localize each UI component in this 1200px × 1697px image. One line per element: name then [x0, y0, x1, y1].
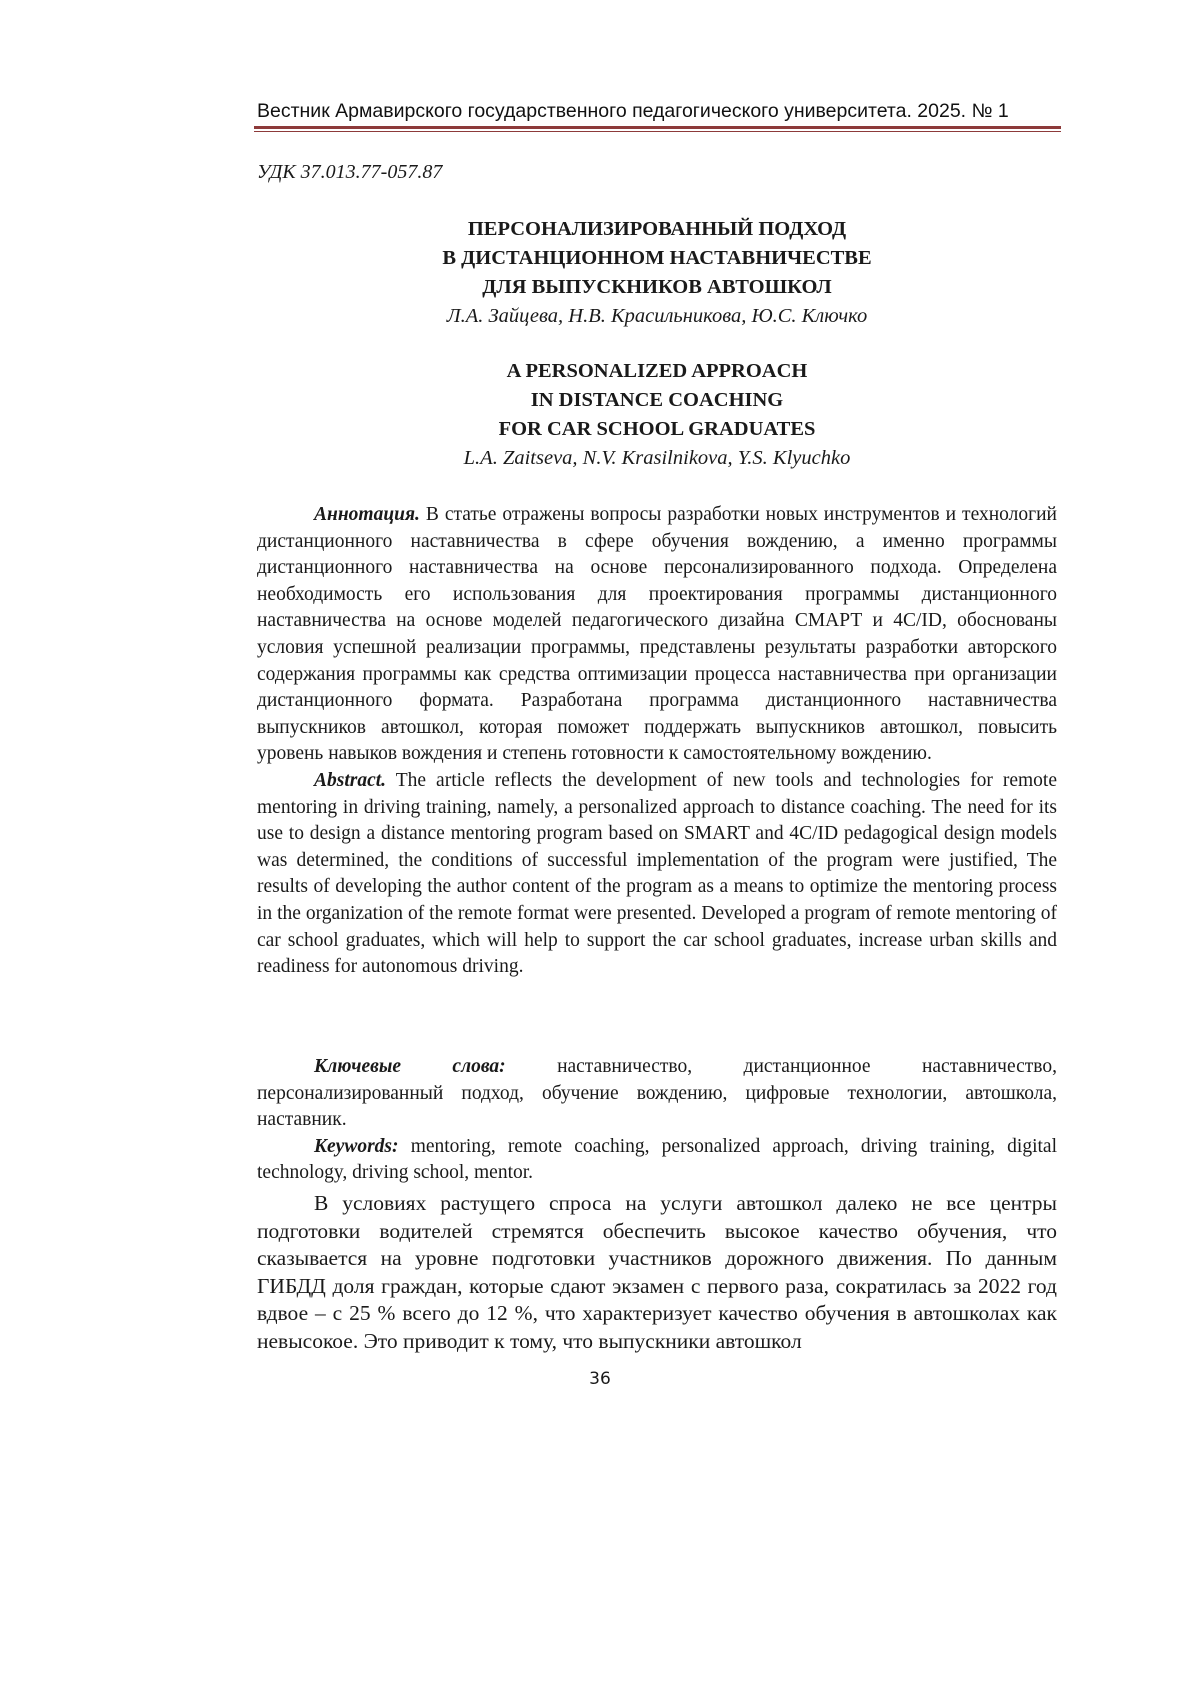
- page-number: 36: [0, 1369, 1200, 1389]
- header-rule-thin: [254, 131, 1061, 132]
- abstract-label: Abstract.: [314, 770, 386, 791]
- title-en-line: A PERSONALIZED APPROACH: [257, 357, 1057, 386]
- main-text-section: [257, 1190, 1057, 1355]
- annotation-paragraph: [257, 502, 1057, 768]
- title-ru-line: ДЛЯ ВЫПУСКНИКОВ АВТОШКОЛ: [257, 273, 1057, 302]
- main-paragraph: В условиях растущего спроса на услуги автошкол далеко не все центры подготовки водителей стремятся обеспечить высокое качество обучения, что сказывается на уровне подготовки участников дорожного движения. По данным ГИБДД доля граждан, которые сдают экзамен с первого раза, сократилась за 2022 год вдвое – с 25 % всего до 12 %, что характеризует качество обучения в автошколах как невысокое. Это приводит к тому, что выпускники автошкол: [257, 1190, 1057, 1355]
- keywords-ru-text: наставничество, дистанционное наставничество, персонализированный подход, обучение вождению, цифровые технологии, автошкола, наставник.: [257, 1056, 1057, 1130]
- header-rule-thick: [254, 126, 1061, 129]
- annotation-text: В статье отражены вопросы разработки новых инструментов и технологий дистанционного наставничества в сфере обучения вождению, а именно программы дистанционного наставничества на основе персонализированного подхода. Определена необходимость его использования для проектирования программы дистанционного наставничества на основе моделей педагогического дизайна СМАРТ и 4C/ID, обоснованы условия успешной реализации программы, представлены результаты разработки авторского содержания программы как средства оптимизации процесса наставничества при организации дистанционного формата. Разработана программа дистанционного наставничества выпускников автошкол, которая поможет поддержать выпускников автошкол, повысить уровень навыков вождения и степень готовности к самостоятельному вождению.: [257, 504, 1057, 764]
- title-en-line: FOR CAR SCHOOL GRADUATES: [257, 415, 1057, 444]
- keywords-en-paragraph: [257, 1134, 1057, 1187]
- title-en-line: IN DISTANCE COACHING: [257, 386, 1057, 415]
- keywords-ru-paragraph: [257, 1054, 1057, 1134]
- abstract-text: The article reflects the development of new tools and technologies for remote mentoring in driving training, namely, a personalized approach to distance coaching. The need for its use to design a distance mentoring program based on SMART and 4C/ID pedagogical design models was determined, the conditions of successful implementation of the program were justified, The results of developing the author content of the program as a means to optimize the mentoring process in the organization of the remote format were presented. Developed a program of remote mentoring of car school graduates, which will help to support the car school graduates, increase urban skills and readiness for autonomous driving.: [257, 770, 1057, 977]
- keywords-en-label: Keywords:: [314, 1136, 399, 1157]
- keywords-ru-label: Ключевые слова:: [314, 1056, 506, 1077]
- title-ru-line: В ДИСТАНЦИОННОМ НАСТАВНИЧЕСТВЕ: [257, 244, 1057, 273]
- running-head: Вестник Армавирского государственного педагогического университета. 2025. № 1: [257, 99, 1059, 123]
- abstracts-section: [257, 502, 1057, 981]
- title-ru-line: ПЕРСОНАЛИЗИРОВАННЫЙ ПОДХОД: [257, 215, 1057, 244]
- keywords-en-text: mentoring, remote coaching, personalized approach, driving training, digital technology, driving school, mentor.: [257, 1136, 1057, 1184]
- journal-page: [0, 0, 1200, 1697]
- authors-en: L.A. Zaitseva, N.V. Krasilnikova, Y.S. Klyuchko: [257, 444, 1057, 473]
- abstract-paragraph: [257, 768, 1057, 981]
- header-rule: [254, 126, 1061, 132]
- title-block-ru: [257, 215, 1057, 331]
- udc-code: УДК 37.013.77-057.87: [257, 160, 442, 184]
- authors-ru: Л.А. Зайцева, Н.В. Красильникова, Ю.С. Ключко: [257, 302, 1057, 331]
- annotation-label: Аннотация.: [314, 504, 420, 525]
- keywords-section: [257, 1054, 1057, 1187]
- title-block-en: [257, 357, 1057, 473]
